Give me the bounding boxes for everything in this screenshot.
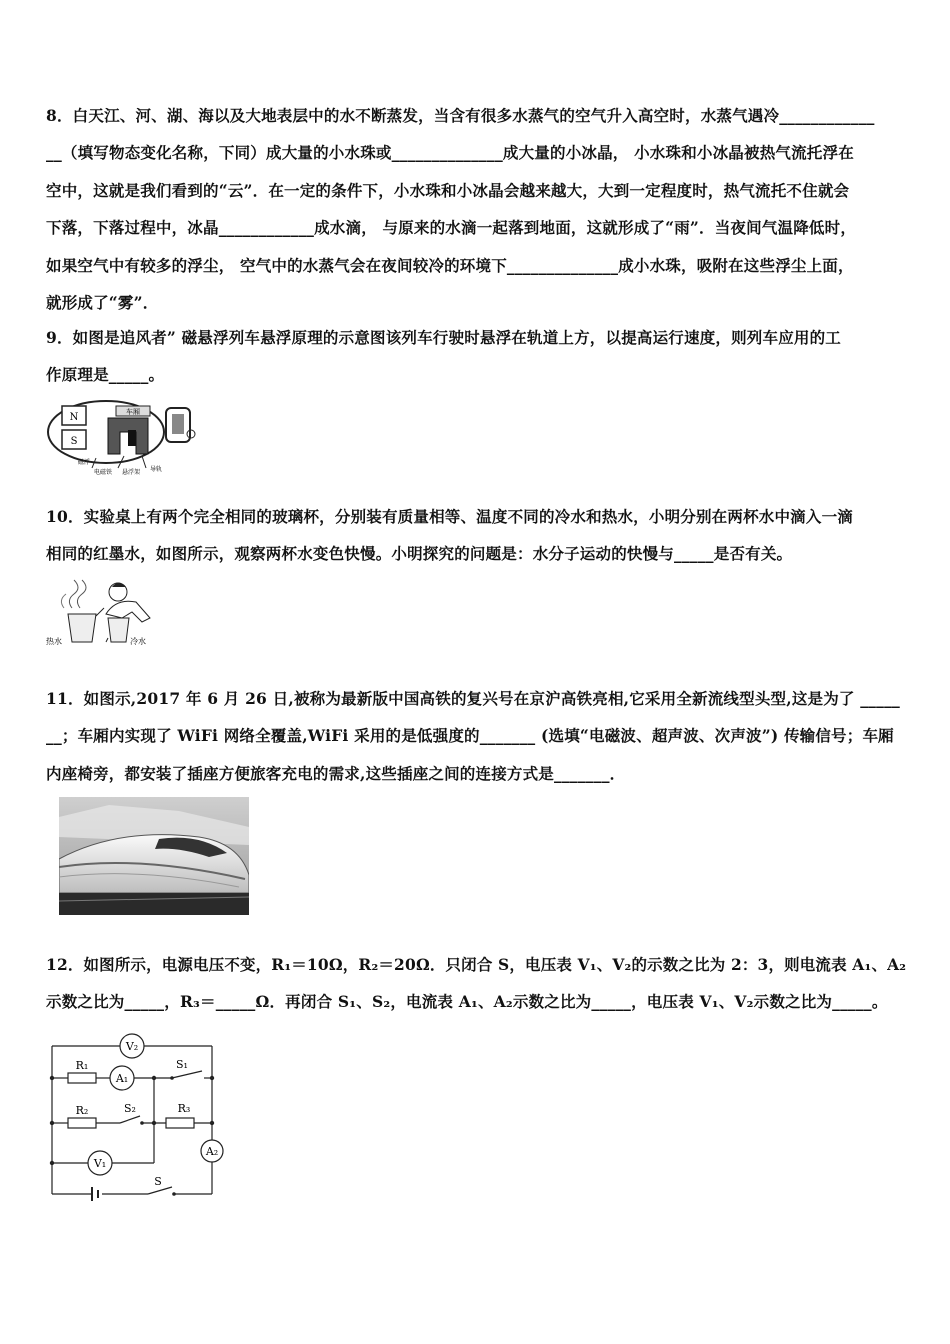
water-cups-figure xyxy=(46,578,156,650)
q8-line-3: 空中，这就是我们看到的“云”．在一定的条件下，小水珠和小冰晶会越来越大，大到一定程度时，热气流托不住就会 xyxy=(46,181,850,200)
q8-line-4: 下落，下落过程中，冰晶____________成水滴， 与原来的水滴一起落到地面，这就形成了“雨”．当夜间气温降低时， xyxy=(46,218,857,237)
maglev-label-4: 导轨 xyxy=(150,466,163,473)
maglev-label-3: 悬浮架 xyxy=(122,469,141,476)
circuit-r2-label: R₂ xyxy=(75,1104,89,1117)
cold-water-label: 冷水 xyxy=(130,637,146,646)
circuit-v2-label: V₂ xyxy=(125,1040,139,1053)
maglev-label-2: 电磁铁 xyxy=(94,469,113,476)
high-speed-train-photo xyxy=(59,797,249,915)
circuit-s-label: S xyxy=(154,1175,162,1188)
q8-line-5: 如果空气中有较多的浮尘， 空气中的水蒸气会在夜间较冷的环境下______________成小水珠，吸附在这些浮尘上面， xyxy=(46,256,854,275)
q8-line-1: 8．白天江、河、湖、海以及大地表层中的水不断蒸发，当含有很多水蒸气的空气升入高空时，水蒸气遇冷____________ xyxy=(46,106,875,125)
circuit-a2-label: A₂ xyxy=(205,1145,219,1158)
maglev-diagram xyxy=(46,398,206,478)
circuit-r3-label: R₃ xyxy=(177,1102,191,1115)
q9-line-1: 9．如图是追风者” 磁悬浮列车悬浮原理的示意图该列车行驶时悬浮在轨道上方，以提高运行速度，则列车应用的工 xyxy=(46,328,842,347)
q12-line-1: 12．如图所示，电源电压不变，R₁＝10Ω，R₂＝20Ω．只闭合 S，电压表 V₁、V₂的示数之比为 2：3，则电流表 A₁、A₂ xyxy=(46,955,907,974)
q8-line-2: __（填写物态变化名称，下同）成大量的小水珠或______________成大量的小冰晶， 小水珠和小冰晶被热气流托浮在 xyxy=(46,143,854,162)
q11-line-2: __；车厢内实现了 WiFi 网络全覆盖,WiFi 采用的是低强度的_______ (选填“电磁波、超声波、次声波”) 传输信号；车厢 xyxy=(46,726,894,745)
circuit-v1-label: V₁ xyxy=(93,1157,107,1170)
hot-water-label: 热水 xyxy=(46,637,62,646)
q11-line-1: 11．如图示,2017 年 6 月 26 日,被称为最新版中国高铁的复兴号在京沪高铁亮相,它采用全新流线型头型,这是为了 _____ xyxy=(46,689,900,708)
maglev-label-1: 磁浮 xyxy=(78,459,91,466)
maglev-s-label: S xyxy=(70,436,78,447)
circuit-s2-label: S₂ xyxy=(124,1102,136,1115)
maglev-car-label: 车厢 xyxy=(126,408,140,416)
q10-line-2: 相同的红墨水，如图所示，观察两杯水变色快慢。小明探究的问题是：水分子运动的快慢与_____是否有关。 xyxy=(46,544,793,563)
maglev-n-label: N xyxy=(69,412,79,423)
circuit-r1-label: R₁ xyxy=(75,1059,89,1072)
circuit-a1-label: A₁ xyxy=(115,1072,129,1085)
q8-line-6: 就形成了“雾”． xyxy=(46,293,159,312)
q12-line-2: 示数之比为_____，R₃＝_____Ω．再闭合 S₁、S₂，电流表 A₁、A₂示数之比为_____，电压表 V₁、V₂示数之比为_____。 xyxy=(46,992,888,1011)
circuit-diagram xyxy=(44,1022,229,1207)
circuit-s1-label: S₁ xyxy=(176,1058,188,1071)
q10-line-1: 10．实验桌上有两个完全相同的玻璃杯，分别装有质量相等、温度不同的冷水和热水，小明分别在两杯水中滴入一滴 xyxy=(46,507,853,526)
q11-line-3: 内座椅旁，都安装了插座方便旅客充电的需求,这些插座之间的连接方式是_______． xyxy=(46,764,626,783)
q9-line-2: 作原理是_____。 xyxy=(46,365,165,384)
